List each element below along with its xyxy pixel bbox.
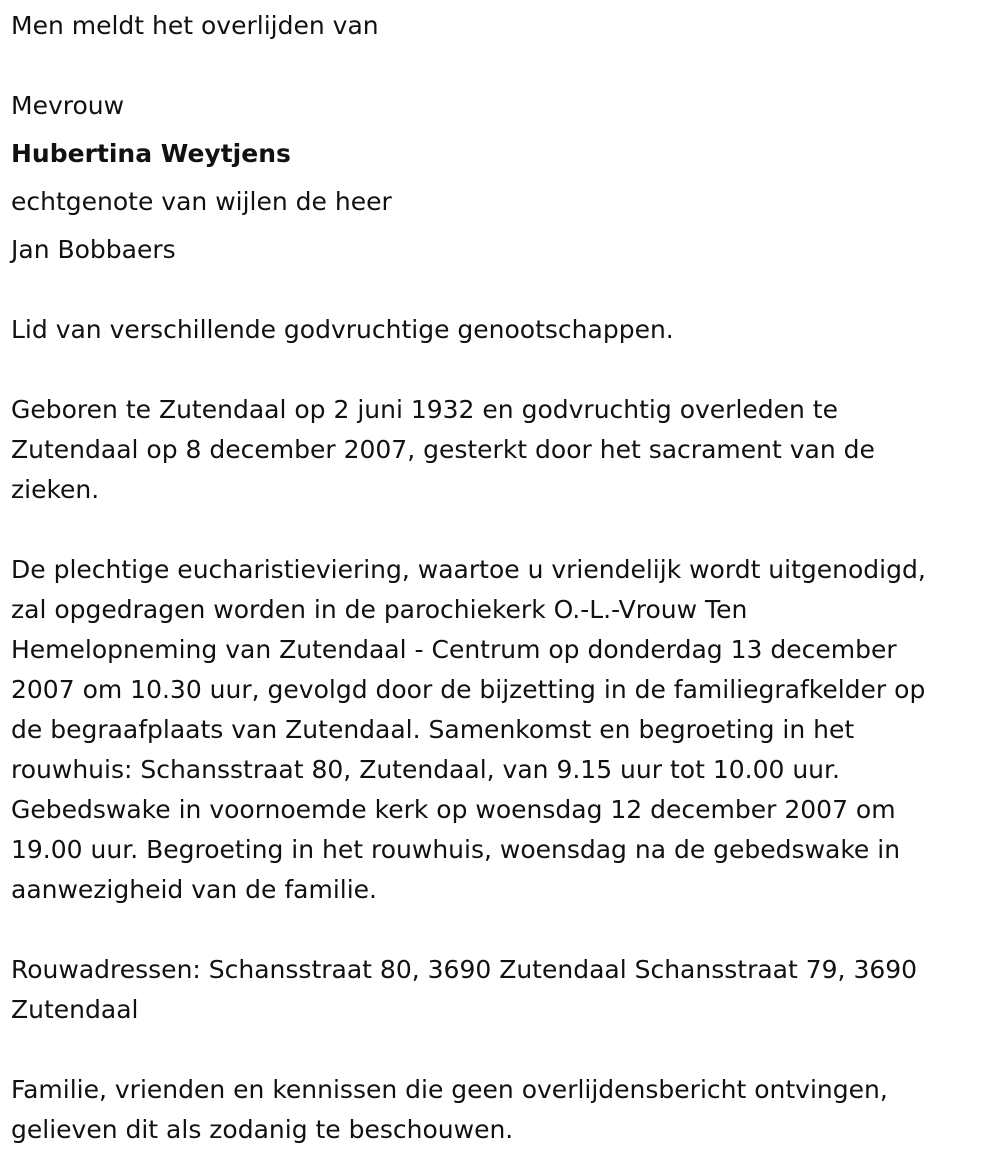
paragraph-line: Zutendaal (11, 995, 139, 1024)
paragraph-line: Rouwadressen: Schansstraat 80, 3690 Zutendaal Schansstraat 79, 3690 (11, 955, 918, 984)
spouse-relation: echtgenote van wijlen de heer (11, 187, 392, 216)
paragraph-line: Familie, vrienden en kennissen die geen overlijdensbericht ontvingen, (11, 1075, 888, 1104)
paragraph-line: 19.00 uur. Begroeting in het rouwhuis, woensdag na de gebedswake in (11, 835, 901, 864)
paragraph-line: Zutendaal op 8 december 2007, gesterkt door het sacrament van de (11, 435, 875, 464)
spouse-name: Jan Bobbaers (11, 235, 176, 264)
paragraph-line: Gebedswake in voornoemde kerk op woensdag 12 december 2007 om (11, 795, 896, 824)
paragraph-line: de begraafplaats van Zutendaal. Samenkomst en begroeting in het (11, 715, 855, 744)
paragraph-line: gelieven dit als zodanig te beschouwen. (11, 1115, 514, 1144)
paragraph-line: 2007 om 10.30 uur, gevolgd door de bijzetting in de familiegrafkelder op (11, 675, 926, 704)
paragraph-line: De plechtige eucharistieviering, waartoe u vriendelijk wordt uitgenodigd, (11, 555, 926, 584)
intro-text: Men meldt het overlijden van (11, 11, 379, 40)
paragraph-line: Geboren te Zutendaal op 2 juni 1932 en godvruchtig overleden te (11, 395, 838, 424)
salutation: Mevrouw (11, 91, 125, 120)
paragraph-line: Hemelopneming van Zutendaal - Centrum op donderdag 13 december (11, 635, 897, 664)
paragraph-line: aanwezigheid van de familie. (11, 875, 377, 904)
paragraph-line: zieken. (11, 475, 100, 504)
paragraph-line: rouwhuis: Schansstraat 80, Zutendaal, van 9.15 uur tot 10.00 uur. (11, 755, 840, 784)
paragraph-line: zal opgedragen worden in de parochiekerk O.-L.-Vrouw Ten (11, 595, 748, 624)
deceased-name: Hubertina Weytjens (11, 139, 291, 168)
membership-text: Lid van verschillende godvruchtige genootschappen. (11, 315, 674, 344)
